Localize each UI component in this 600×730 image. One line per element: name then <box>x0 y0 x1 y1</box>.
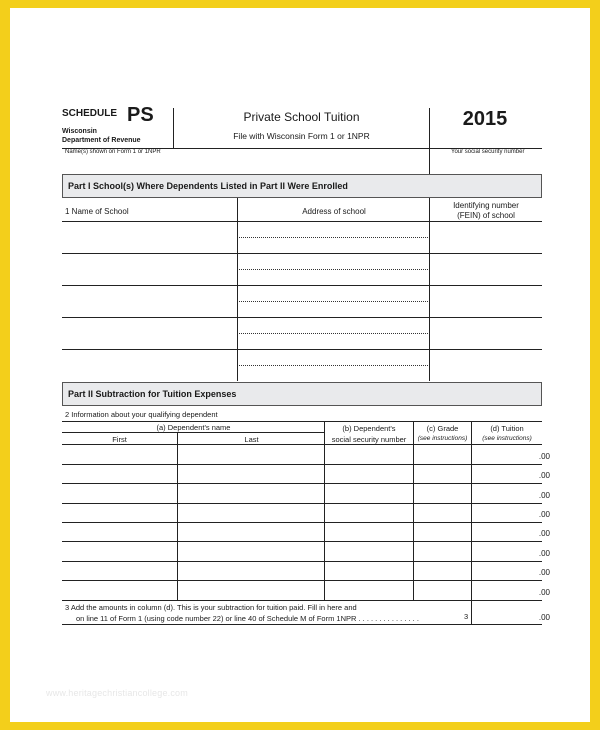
tuition-amount[interactable]: .00 <box>538 471 550 480</box>
school-address-input[interactable] <box>238 286 428 316</box>
school-fein-input[interactable] <box>430 222 542 252</box>
ssn-field-label: Your social security number <box>451 149 525 155</box>
names-field-label: Name(s) shown on Form 1 or 1NPR <box>65 149 161 155</box>
header-divider-left <box>173 108 174 148</box>
school-name-input[interactable] <box>62 350 236 380</box>
names-input[interactable] <box>62 157 428 173</box>
dependent-row-rule <box>62 503 542 504</box>
school-name-input[interactable] <box>62 286 236 316</box>
line3-number: 3 <box>464 612 469 621</box>
school-fein-input[interactable] <box>430 318 542 348</box>
dependent-row-rule <box>62 561 542 562</box>
agency-line2: Department of Revenue <box>62 137 141 144</box>
part2-col-divider <box>177 433 178 600</box>
school-name-input[interactable] <box>62 222 236 252</box>
part2-col-divider <box>413 421 414 600</box>
tuition-amount[interactable]: .00 <box>538 510 550 519</box>
school-address-input[interactable] <box>238 254 428 284</box>
school-address-header: Address of school <box>302 207 366 216</box>
dependent-row-rule <box>62 541 542 542</box>
line2-label: 2 Information about your qualifying dependent <box>65 410 218 419</box>
part1-heading: Part I School(s) Where Dependents Listed in Part II Were Enrolled <box>68 181 348 191</box>
fein-header-line2: (FEIN) of school <box>457 211 515 220</box>
school-name-input[interactable] <box>62 254 236 284</box>
schedule-code: PS <box>127 104 154 126</box>
grade-header-line2: (see instructions) <box>417 435 468 442</box>
tax-year: 2015 <box>462 108 508 130</box>
schedule-label: SCHEDULE <box>62 108 118 119</box>
grade-header-line1: (c) Grade <box>426 424 459 433</box>
dependent-ssn-header-line1: (b) Dependent's <box>342 424 396 433</box>
dependent-row-rule <box>62 483 542 484</box>
dependent-name-header: (a) Dependent's name <box>156 423 231 432</box>
dependent-row-rule <box>62 580 542 581</box>
name-header-divider <box>62 432 325 433</box>
school-address-input[interactable] <box>238 350 428 380</box>
tuition-amount[interactable]: .00 <box>538 568 550 577</box>
school-fein-input[interactable] <box>430 254 542 284</box>
school-name-header: 1 Name of School <box>65 207 129 216</box>
fein-header-line1: Identifying number <box>453 201 519 210</box>
first-name-header: First <box>112 435 127 444</box>
dependent-row-rule <box>62 464 542 465</box>
tuition-amount[interactable]: .00 <box>538 529 550 538</box>
part2-col-divider <box>471 421 472 625</box>
school-name-input[interactable] <box>62 318 236 348</box>
school-fein-input[interactable] <box>430 286 542 316</box>
line3-text-line2: on line 11 of Form 1 (using code number 22) or line 40 of Schedule M of Form 1NPR . . . . . . . . . . . . . . . <box>76 614 419 623</box>
ssn-input[interactable] <box>431 157 541 173</box>
agency-line1: Wisconsin <box>62 128 97 135</box>
dependent-ssn-header-line2: social security number <box>331 435 407 444</box>
last-name-header: Last <box>244 435 259 444</box>
line3-text-line1: 3 Add the amounts in column (d). This is your subtraction for tuition paid. Fill in here and <box>65 603 357 612</box>
tax-form-page <box>10 8 590 722</box>
part1-heading-band <box>62 174 542 198</box>
part2-heading-band <box>62 382 542 406</box>
line3-total-amount[interactable]: .00 <box>538 613 550 622</box>
tuition-amount[interactable]: .00 <box>538 549 550 558</box>
tuition-amount[interactable]: .00 <box>538 491 550 500</box>
school-fein-input[interactable] <box>430 350 542 380</box>
dependent-row-rule <box>62 600 542 601</box>
tuition-header-line2: (see instructions) <box>482 435 532 442</box>
form-subtitle: File with Wisconsin Form 1 or 1NPR <box>233 131 370 141</box>
dependent-row-rule <box>62 522 542 523</box>
form-title: Private School Tuition <box>243 110 360 124</box>
form-bottom-rule <box>62 624 542 625</box>
part2-col-divider <box>324 421 325 600</box>
header-divider-right <box>429 108 430 174</box>
tuition-amount[interactable]: .00 <box>538 452 550 461</box>
part2-header-rule <box>62 444 542 445</box>
tuition-header-line1: (d) Tuition <box>490 424 524 433</box>
school-address-input[interactable] <box>238 318 428 348</box>
school-address-input[interactable] <box>238 222 428 252</box>
part2-heading: Part II Subtraction for Tuition Expenses <box>68 389 237 399</box>
part2-top-rule <box>62 421 542 422</box>
site-watermark: www.heritagechristiancollege.com <box>46 688 188 698</box>
tuition-amount[interactable]: .00 <box>538 588 550 597</box>
